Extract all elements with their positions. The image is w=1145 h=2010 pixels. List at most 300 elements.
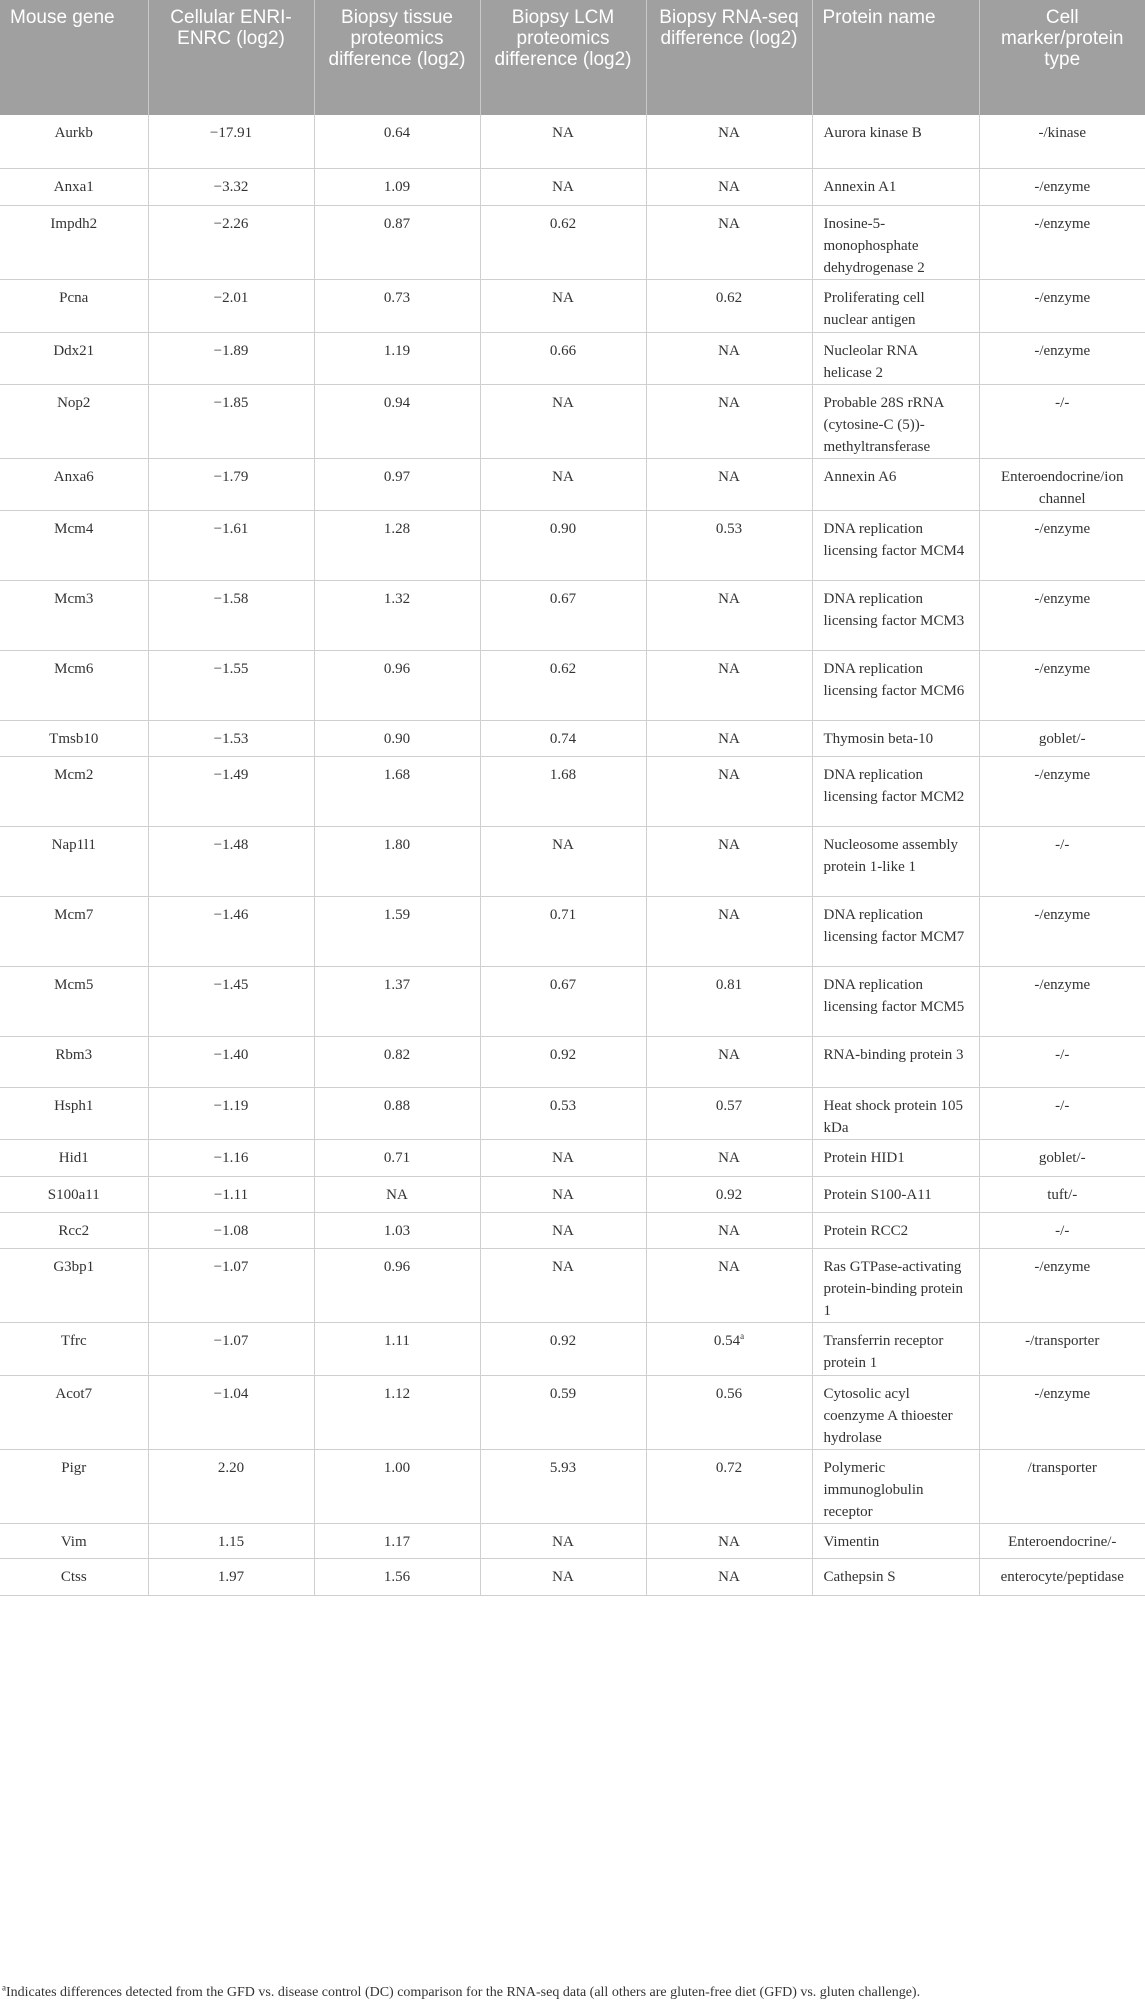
cell-marker-type-text: -/- — [1055, 1046, 1070, 1063]
cell-gene-text: Hsph1 — [54, 1097, 94, 1114]
cell-lcm — [480, 510, 646, 580]
cell-cellular — [148, 580, 314, 650]
cell-gene-text: Acot7 — [55, 1385, 93, 1402]
cell-cellular — [148, 896, 314, 966]
table-row — [0, 1176, 1145, 1212]
cell-cellular-text: 1.97 — [217, 1568, 245, 1585]
cell-gene — [0, 756, 148, 826]
cell-gene — [0, 1087, 148, 1139]
cell-gene — [0, 650, 148, 720]
cell-cellular-text: −1.89 — [213, 342, 249, 359]
cell-rnaseq-text: NA — [718, 125, 740, 141]
cell-lcm-text: 5.93 — [549, 1459, 577, 1476]
cell-protein-name-text: Nucleolar RNA helicase 2 — [823, 342, 918, 381]
cell-tissue — [314, 966, 480, 1036]
cell-tissue — [314, 1176, 480, 1212]
cell-lcm-text: NA — [552, 468, 574, 485]
cell-protein-name-text: Transferrin receptor protein 1 — [823, 1332, 944, 1371]
cell-marker-type — [979, 1523, 1145, 1558]
cell-protein-name — [812, 1176, 979, 1212]
cell-cellular-text: −1.04 — [213, 1385, 249, 1402]
cell-lcm — [480, 966, 646, 1036]
cell-tissue-text: 0.97 — [383, 468, 411, 485]
cell-marker-type-text: -/enzyme — [1034, 1258, 1091, 1275]
cell-protein-name — [812, 1036, 979, 1087]
cell-cellular — [148, 650, 314, 720]
cell-marker-type-text: Enteroendocrine/- — [1008, 1533, 1117, 1550]
cell-protein-name-text: DNA replication licensing factor MCM6 — [823, 660, 965, 699]
cell-tissue — [314, 1036, 480, 1087]
cell-lcm-text: 0.62 — [549, 660, 577, 677]
cell-cellular-text: −1.79 — [213, 468, 249, 485]
table-row — [0, 1087, 1145, 1139]
header-cell-marker-type: Cell marker/protein type — [979, 0, 1145, 115]
cell-tissue — [314, 1523, 480, 1558]
cell-cellular-text: −1.19 — [213, 1097, 249, 1114]
cell-lcm — [480, 115, 646, 168]
cell-gene — [0, 1449, 148, 1523]
cell-protein-name — [812, 1087, 979, 1139]
cell-cellular — [148, 966, 314, 1036]
cell-cellular — [148, 720, 314, 756]
table-row — [0, 1139, 1145, 1176]
cell-cellular — [148, 1176, 314, 1212]
cell-gene-text: Pigr — [61, 1459, 87, 1476]
cell-tissue-text: 0.88 — [383, 1097, 411, 1114]
cell-gene — [0, 205, 148, 279]
cell-protein-name-text: Proliferating cell nuclear antigen — [823, 289, 925, 328]
cell-rnaseq — [646, 650, 812, 720]
cell-rnaseq-text: 0.54 — [713, 1332, 741, 1349]
cell-cellular-text: −1.61 — [213, 520, 249, 537]
table-row — [0, 1375, 1145, 1449]
cell-marker-type-text: -/enzyme — [1034, 520, 1091, 537]
cell-gene — [0, 168, 148, 205]
cell-gene — [0, 279, 148, 332]
cell-cellular — [148, 1036, 314, 1087]
cell-protein-name-text: DNA replication licensing factor MCM2 — [823, 766, 965, 805]
cell-rnaseq-text: NA — [718, 178, 740, 195]
cell-gene-text: Nop2 — [57, 394, 91, 411]
cell-protein-name-text: Heat shock protein 105 kDa — [823, 1097, 964, 1136]
cell-protein-name-text: Polymeric immunoglobulin receptor — [823, 1459, 924, 1520]
cell-gene-text: Ctss — [60, 1568, 87, 1585]
cell-gene-text: Aurkb — [54, 125, 93, 141]
cell-rnaseq — [646, 1036, 812, 1087]
table-row — [0, 458, 1145, 510]
cell-cellular — [148, 1087, 314, 1139]
cell-marker-type — [979, 384, 1145, 458]
cell-rnaseq-text: NA — [718, 468, 740, 485]
header-biopsy-tissue-proteomics: Biopsy tissue proteomics difference (log2) — [314, 0, 480, 115]
cell-marker-type — [979, 966, 1145, 1036]
cell-tissue — [314, 1375, 480, 1449]
cell-tissue-text: 1.09 — [383, 178, 411, 195]
cell-lcm — [480, 756, 646, 826]
cell-protein-name-text: Cytosolic acyl coenzyme A thioester hydrolase — [823, 1385, 953, 1446]
cell-lcm — [480, 1036, 646, 1087]
cell-gene-text: Anxa6 — [53, 468, 94, 485]
cell-gene-text: Anxa1 — [53, 178, 94, 195]
cell-rnaseq — [646, 1558, 812, 1595]
cell-cellular — [148, 510, 314, 580]
table-row — [0, 279, 1145, 332]
cell-rnaseq — [646, 1322, 812, 1375]
cell-marker-type-text: -/enzyme — [1034, 342, 1091, 359]
cell-tissue-text: 0.96 — [383, 660, 411, 677]
cell-gene — [0, 1176, 148, 1212]
cell-lcm-text: 0.62 — [549, 215, 577, 232]
cell-gene-text: Nap1l1 — [51, 836, 96, 853]
cell-cellular — [148, 1449, 314, 1523]
cell-protein-name — [812, 720, 979, 756]
cell-gene-text: S100a11 — [47, 1186, 100, 1203]
cell-rnaseq — [646, 756, 812, 826]
cell-cellular — [148, 115, 314, 168]
cell-marker-type-text: -/- — [1055, 836, 1070, 853]
cell-gene — [0, 1248, 148, 1322]
cell-lcm-text: 0.90 — [549, 520, 577, 537]
cell-lcm — [480, 1523, 646, 1558]
cell-lcm-text: 0.92 — [549, 1046, 577, 1063]
cell-lcm-text: 0.92 — [549, 1332, 577, 1349]
cell-lcm-text: NA — [552, 1568, 574, 1585]
header-biopsy-rnaseq: Biopsy RNA-seq difference (log2) — [646, 0, 812, 115]
cell-rnaseq — [646, 510, 812, 580]
cell-rnaseq-text: 0.72 — [715, 1459, 743, 1476]
cell-gene-text: Tfrc — [60, 1332, 87, 1349]
cell-lcm-text: NA — [552, 1222, 574, 1239]
cell-marker-type-text: tuft/- — [1047, 1186, 1078, 1203]
cell-marker-type — [979, 1139, 1145, 1176]
table-row — [0, 1248, 1145, 1322]
cell-marker-type-text: goblet/- — [1038, 1149, 1086, 1166]
cell-cellular-text: −17.91 — [209, 125, 253, 141]
cell-tissue-text: 1.28 — [383, 520, 411, 537]
cell-gene — [0, 1558, 148, 1595]
cell-gene-text: Rcc2 — [58, 1222, 90, 1239]
cell-rnaseq — [646, 1375, 812, 1449]
cell-tissue-text: 0.90 — [383, 730, 411, 747]
cell-cellular — [148, 1558, 314, 1595]
cell-protein-name — [812, 510, 979, 580]
table-row — [0, 1523, 1145, 1558]
cell-cellular-text: −1.58 — [213, 590, 249, 607]
cell-protein-name — [812, 205, 979, 279]
cell-protein-name-text: Probable 28S rRNA (cytosine-C (5))-methyltransferase — [823, 394, 944, 455]
cell-gene — [0, 384, 148, 458]
cell-rnaseq — [646, 279, 812, 332]
cell-tissue-text: 1.03 — [383, 1222, 411, 1239]
cell-lcm — [480, 1375, 646, 1449]
cell-rnaseq-text: 0.56 — [715, 1385, 743, 1402]
cell-gene — [0, 1375, 148, 1449]
cell-cellular-text: −1.46 — [213, 906, 249, 923]
cell-tissue-text: 0.94 — [383, 394, 411, 411]
cell-marker-type — [979, 896, 1145, 966]
cell-cellular — [148, 1523, 314, 1558]
cell-protein-name-text: RNA-binding protein 3 — [823, 1046, 964, 1063]
cell-rnaseq-text: NA — [718, 590, 740, 607]
cell-protein-name — [812, 650, 979, 720]
table-row — [0, 205, 1145, 279]
cell-rnaseq — [646, 205, 812, 279]
cell-gene-text: Vim — [60, 1533, 87, 1550]
table-row — [0, 720, 1145, 756]
cell-lcm — [480, 1322, 646, 1375]
footnote-marker: a — [2, 1982, 6, 1993]
cell-protein-name — [812, 115, 979, 168]
cell-gene — [0, 580, 148, 650]
cell-lcm — [480, 1176, 646, 1212]
cell-tissue-text: 0.73 — [383, 289, 411, 306]
cell-lcm-text: 0.71 — [549, 906, 577, 923]
cell-protein-name-text: Nucleosome assembly protein 1-like 1 — [823, 836, 959, 875]
cell-rnaseq — [646, 115, 812, 168]
cell-tissue-text: 0.71 — [383, 1149, 411, 1166]
cell-marker-type-text: -/- — [1055, 394, 1070, 411]
cell-tissue-text: 1.80 — [383, 836, 411, 853]
cell-gene — [0, 896, 148, 966]
table-footnote — [2, 1982, 921, 2001]
table-row — [0, 826, 1145, 896]
cell-cellular — [148, 384, 314, 458]
cell-protein-name-text: Protein RCC2 — [823, 1222, 909, 1239]
cell-lcm — [480, 1449, 646, 1523]
cell-rnaseq-text: NA — [718, 215, 740, 232]
cell-cellular — [148, 756, 314, 826]
cell-rnaseq — [646, 1523, 812, 1558]
cell-tissue-text: 1.68 — [383, 766, 411, 783]
cell-gene — [0, 1212, 148, 1248]
cell-marker-type-text: -/enzyme — [1034, 766, 1091, 783]
cell-tissue — [314, 458, 480, 510]
cell-protein-name-text: Protein HID1 — [823, 1149, 905, 1166]
cell-rnaseq-text: 0.92 — [715, 1186, 743, 1203]
cell-rnaseq-text: NA — [718, 766, 740, 783]
cell-tissue — [314, 279, 480, 332]
cell-marker-type — [979, 580, 1145, 650]
cell-rnaseq — [646, 896, 812, 966]
cell-gene — [0, 1036, 148, 1087]
cell-lcm-text: 0.66 — [549, 342, 577, 359]
cell-marker-type — [979, 1087, 1145, 1139]
cell-gene-text: Pcna — [59, 289, 89, 306]
cell-protein-name-text: Protein S100-A11 — [823, 1186, 932, 1203]
cell-gene — [0, 1139, 148, 1176]
cell-marker-type — [979, 279, 1145, 332]
cell-lcm — [480, 205, 646, 279]
cell-lcm — [480, 896, 646, 966]
cell-tissue-text: 1.56 — [383, 1568, 411, 1585]
cell-tissue — [314, 720, 480, 756]
cell-tissue — [314, 1087, 480, 1139]
cell-marker-type-text: -/- — [1055, 1097, 1070, 1114]
table-row — [0, 384, 1145, 458]
cell-rnaseq — [646, 168, 812, 205]
cell-marker-type — [979, 332, 1145, 384]
table-body — [0, 115, 1145, 1595]
cell-marker-type — [979, 510, 1145, 580]
header-protein-name: Protein name — [812, 0, 979, 115]
cell-gene — [0, 1523, 148, 1558]
cell-tissue — [314, 1248, 480, 1322]
cell-cellular-text: −1.55 — [213, 660, 249, 677]
cell-rnaseq-text: 0.53 — [715, 520, 743, 537]
cell-cellular-text: −1.40 — [213, 1046, 249, 1063]
cell-protein-name — [812, 279, 979, 332]
cell-rnaseq-text: 0.62 — [715, 289, 743, 306]
cell-gene — [0, 115, 148, 168]
cell-tissue — [314, 896, 480, 966]
cell-tissue-text: 1.11 — [384, 1332, 410, 1349]
cell-marker-type — [979, 1449, 1145, 1523]
cell-gene-text: Mcm7 — [54, 906, 94, 923]
table-row — [0, 168, 1145, 205]
cell-marker-type-text: Enteroendocrine/ion channel — [1001, 468, 1124, 507]
cell-tissue-text: 1.59 — [383, 906, 411, 923]
cell-marker-type — [979, 1375, 1145, 1449]
cell-marker-type — [979, 1212, 1145, 1248]
cell-lcm — [480, 1139, 646, 1176]
cell-protein-name — [812, 332, 979, 384]
cell-lcm — [480, 279, 646, 332]
cell-rnaseq — [646, 826, 812, 896]
cell-tissue-text: 1.37 — [383, 976, 411, 993]
cell-protein-name-text: DNA replication licensing factor MCM7 — [823, 906, 965, 945]
cell-protein-name-text: Annexin A6 — [823, 468, 897, 485]
cell-tissue — [314, 580, 480, 650]
cell-cellular-text: −1.49 — [213, 766, 249, 783]
cell-tissue-text: 1.19 — [383, 342, 411, 359]
cell-marker-type-text: -/kinase — [1038, 125, 1086, 141]
cell-lcm — [480, 1558, 646, 1595]
cell-marker-type-text: -/enzyme — [1034, 660, 1091, 677]
table-row — [0, 510, 1145, 580]
cell-marker-type-text: /transporter — [1027, 1459, 1097, 1476]
cell-cellular-text: −1.16 — [213, 1149, 249, 1166]
cell-marker-type — [979, 1248, 1145, 1322]
cell-protein-name — [812, 966, 979, 1036]
cell-gene — [0, 720, 148, 756]
cell-rnaseq-text: NA — [718, 1149, 740, 1166]
cell-marker-type-text: -/enzyme — [1034, 976, 1091, 993]
cell-rnaseq — [646, 580, 812, 650]
cell-gene-text: Tmsb10 — [49, 730, 99, 747]
cell-marker-type-text: -/enzyme — [1034, 590, 1091, 607]
cell-tissue — [314, 1212, 480, 1248]
cell-tissue — [314, 384, 480, 458]
cell-rnaseq-text: NA — [718, 394, 740, 411]
cell-marker-type — [979, 1036, 1145, 1087]
table-row — [0, 896, 1145, 966]
cell-rnaseq — [646, 1449, 812, 1523]
cell-tissue-text: NA — [386, 1186, 408, 1203]
header-biopsy-lcm-proteomics: Biopsy LCM proteomics difference (log2) — [480, 0, 646, 115]
cell-tissue-text: 0.64 — [383, 125, 411, 141]
cell-lcm — [480, 1212, 646, 1248]
cell-gene — [0, 510, 148, 580]
cell-cellular-text: −1.11 — [213, 1186, 249, 1203]
cell-lcm-text: NA — [552, 1258, 574, 1275]
cell-cellular-text: 1.15 — [217, 1533, 245, 1550]
cell-protein-name — [812, 756, 979, 826]
cell-lcm — [480, 720, 646, 756]
cell-lcm-text: 0.67 — [549, 590, 577, 607]
cell-rnaseq-text: 0.57 — [715, 1097, 743, 1114]
cell-protein-name — [812, 1375, 979, 1449]
cell-gene-text: Impdh2 — [50, 215, 98, 232]
cell-tissue — [314, 1322, 480, 1375]
cell-lcm-text: NA — [552, 178, 574, 195]
cell-rnaseq-text: NA — [718, 1222, 740, 1239]
cell-protein-name-text: DNA replication licensing factor MCM5 — [823, 976, 965, 1015]
cell-tissue-text: 1.17 — [383, 1533, 411, 1550]
cell-marker-type-text: -/enzyme — [1034, 906, 1091, 923]
cell-tissue — [314, 115, 480, 168]
cell-gene — [0, 966, 148, 1036]
cell-protein-name — [812, 1248, 979, 1322]
cell-rnaseq-text: NA — [718, 1533, 740, 1550]
cell-protein-name-text: DNA replication licensing factor MCM4 — [823, 520, 965, 559]
cell-cellular-text: −1.07 — [213, 1332, 249, 1349]
cell-lcm-text: 0.53 — [549, 1097, 577, 1114]
cell-gene-text: Ddx21 — [53, 342, 95, 359]
cell-rnaseq — [646, 720, 812, 756]
cell-rnaseq-text: NA — [718, 1568, 740, 1585]
cell-cellular-text: −1.48 — [213, 836, 249, 853]
footnote-text: Indicates differences detected from the GFD vs. disease control (DC) comparison for the RNA-seq data (all others are gluten-free diet (GFD) vs. gluten challenge). — [6, 1985, 921, 2000]
cell-marker-type-text: -/- — [1055, 1222, 1070, 1239]
cell-rnaseq-text: 0.81 — [715, 976, 743, 993]
cell-gene-text: Mcm2 — [54, 766, 94, 783]
table-row — [0, 966, 1145, 1036]
cell-lcm-text: 0.67 — [549, 976, 577, 993]
cell-tissue — [314, 650, 480, 720]
cell-rnaseq — [646, 1212, 812, 1248]
cell-protein-name-text: Thymosin beta-10 — [823, 730, 934, 747]
cell-rnaseq — [646, 458, 812, 510]
cell-protein-name-text: Annexin A1 — [823, 178, 897, 195]
cell-gene — [0, 826, 148, 896]
cell-protein-name — [812, 168, 979, 205]
cell-rnaseq — [646, 1139, 812, 1176]
cell-gene — [0, 332, 148, 384]
cell-rnaseq-text: NA — [718, 906, 740, 923]
cell-lcm-text: NA — [552, 394, 574, 411]
cell-protein-name — [812, 826, 979, 896]
cell-tissue-text: 0.96 — [383, 1258, 411, 1275]
cell-cellular-text: −1.08 — [213, 1222, 249, 1239]
cell-cellular — [148, 279, 314, 332]
cell-lcm-text: 0.74 — [549, 730, 577, 747]
cell-cellular — [148, 1248, 314, 1322]
cell-cellular — [148, 1139, 314, 1176]
cell-lcm-text: NA — [552, 1149, 574, 1166]
cell-lcm — [480, 1248, 646, 1322]
cell-lcm-text: NA — [552, 125, 574, 141]
cell-protein-name-text: Ras GTPase-activating protein-binding protein 1 — [823, 1258, 964, 1319]
cell-protein-name-text: Vimentin — [823, 1533, 880, 1550]
cell-marker-type — [979, 168, 1145, 205]
cell-protein-name — [812, 384, 979, 458]
header-row — [0, 0, 1145, 115]
cell-lcm — [480, 332, 646, 384]
cell-cellular-text: −2.26 — [213, 215, 249, 232]
cell-cellular — [148, 826, 314, 896]
cell-marker-type-text: goblet/- — [1038, 730, 1086, 747]
cell-rnaseq-text: NA — [718, 660, 740, 677]
